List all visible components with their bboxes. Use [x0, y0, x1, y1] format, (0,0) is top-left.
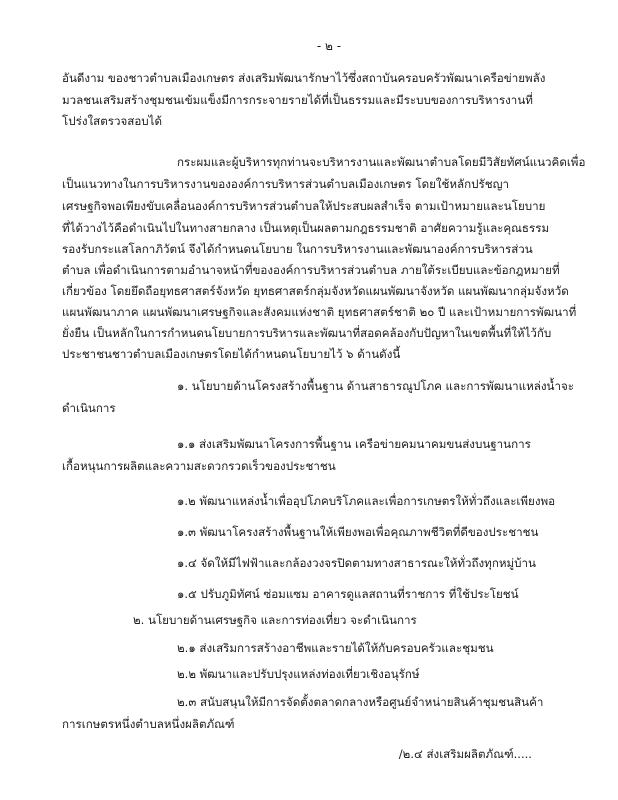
text-line: เกื้อหนุนการผลิตและความสะดวกรวดเร็วของประชาชน — [62, 459, 336, 473]
list-item: ๒.๒ พัฒนาและปรับปรุงแหล่งท่องเที่ยวเชิงอนุรักษ์ — [177, 667, 420, 681]
text-line: มวลชนเสริมสร้างชุมชนเข้มแข็งมีการกระจายรายได้ที่เป็นธรรมและมีระบบของการบริหารงานที่ — [62, 93, 533, 107]
list-item: ๑.๑ ส่งเสริมพัฒนาโครงการพื้นฐาน เครือข่ายคมนาคมขนส่งบนฐานการ — [177, 437, 531, 451]
section-heading: ๑. นโยบายด้านโครงสร้างพื้นฐาน ด้านสาธารณูปโภค และการพัฒนาแหล่งน้ำจะ — [177, 379, 574, 393]
list-item: ๒.๓ สนับสนุนให้มีการจัดตั้งตลาดกลางหรือศูนย์จำหน่ายสินค้าชุมชนสินค้า — [177, 695, 544, 709]
section-heading: ๒. นโยบายด้านเศรษฐกิจ และการท่องเที่ยว จะดำเนินการ — [133, 613, 417, 627]
text-line: รองรับกระแสโลกาภิวัตน์ จึงได้กำหนดนโยบาย ในการบริหารงานและพัฒนาองค์การบริหารส่วน — [62, 242, 533, 256]
continuation-footer: /๒.๔ ส่งเสริมผลิตภัณฑ์..... — [398, 747, 532, 761]
text-line: อันดีงาม ของชาวตำบลเมืองเกษตร ส่งเสริมพัฒนารักษาไว้ซึ่งสถาบันครอบครัวพัฒนาเครือข่ายพลัง — [62, 71, 546, 85]
text-line: เกี่ยวข้อง โดยยึดถือยุทธศาสตร์จังหวัด ยุทธศาสตร์กลุ่มจังหวัดแผนพัฒนาจังหวัด แผนพัฒนากลุ่มจังหวัด — [62, 284, 569, 298]
list-item: ๑.๕ ปรับภูมิทัศน์ ซ่อมแซม อาคารดูแลสถานที่ราชการ ที่ใช้ประโยชน์ — [177, 587, 519, 601]
text-line: เศรษฐกิจพอเพียงขับเคลื่อนองค์การบริหารส่วนตำบลให้ประสบผลสำเร็จ ตามเป้าหมายและนโยบาย — [62, 199, 546, 213]
text-line: ดำเนินการ — [62, 401, 116, 415]
list-item: ๑.๒ พัฒนาแหล่งน้ำเพื่ออุปโภคบริโภคและเพื่อการเกษตรให้ทั่วถึงและเพียงพอ — [177, 494, 556, 508]
list-item: ๑.๓ พัฒนาโครงสร้างพื้นฐานให้เพียงพอเพื่อคุณภาพชีวิตที่ดีของประชาชน — [177, 525, 539, 539]
list-item: ๒.๑ ส่งเสริมการสร้างอาชีพและรายได้ให้กับครอบครัวและชุมชน — [177, 641, 494, 655]
text-line: ตำบล เพื่อดำเนินการตามอำนาจหน้าที่ขององค์การบริหารส่วนตำบล ภายใต้ระเบียบและข้อกฎหมายที่ — [62, 263, 560, 277]
text-line: การเกษตรหนึ่งตำบลหนึ่งผลิตภัณฑ์ — [62, 717, 235, 731]
text-line: กระผมและผู้บริหารทุกท่านจะบริหารงานและพัฒนาตำบลโดยมีวิสัยทัศน์แนวคิดเพื่อ — [177, 155, 586, 169]
text-line: โปร่งใสตรวจสอบได้ — [62, 114, 163, 128]
text-line: ที่ได้วางไว้คือดำเนินไปในทางสายกลาง เป็นเหตุเป็นผลตามกฎธรรมชาติ อาศัยความรู้และคุณธรรม — [62, 221, 550, 235]
text-line: ประชาชนชาวตำบลเมืองเกษตรโดยได้กำหนดนโยบายไว้ ๖ ด้านดังนี้ — [62, 347, 401, 361]
text-line: เป็นแนวทางในการบริหารงานขององค์การบริหารส่วนตำบลเมืองเกษตร โดยใช้หลักปรัชญา — [62, 177, 510, 191]
list-item: ๑.๔ จัดให้มีไฟฟ้าและกล้องวงจรปิดตามทางสาธารณะให้ทั่วถึงทุกหมู่บ้าน — [177, 556, 536, 570]
text-line: ยั่งยืน เป็นหลักในการกำหนดนโยบายการบริหารและพัฒนาที่สอดคล้องกับปัญหาในเขตพื้นที่ให้ไว้กับ — [62, 326, 552, 340]
text-line: แผนพัฒนาภาค แผนพัฒนาเศรษฐกิจและสังคมแห่งชาติ ยุทธศาสตร์ชาติ ๒๐ ปี และเป้าหมายการพัฒนาที่ — [62, 305, 577, 319]
page-number: - ๒ - — [316, 39, 342, 53]
